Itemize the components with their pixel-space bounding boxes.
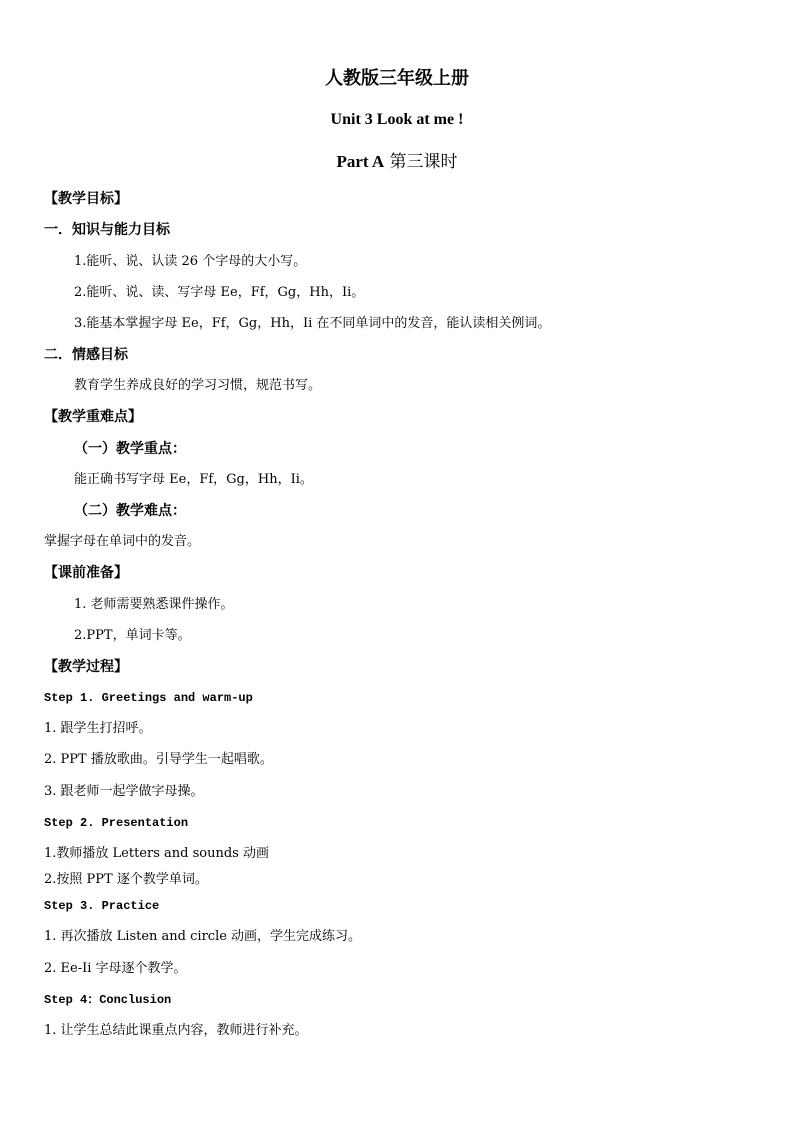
key-sub2-heading: （二）教学难点： [74, 503, 186, 519]
prep-item-2: 2.PPT，单词卡等。 [74, 628, 191, 643]
step2-item-2: 2.按照 PPT 逐个教学单词。 [44, 872, 208, 887]
step1-item-3: 3. 跟老师一起学做字母操。 [44, 784, 204, 799]
step3-heading: Step 3. Practice [44, 899, 160, 913]
step2-heading: Step 2. Presentation [44, 816, 189, 830]
goal1-item-1: 1.能听、说、认读 26 个字母的大小写。 [74, 254, 307, 269]
key-sub2-text: 掌握字母在单词中的发音。 [44, 534, 201, 549]
step4-heading: Step 4：Conclusion [44, 993, 172, 1007]
goals-heading: 【教学目标】 [44, 191, 128, 207]
key-sub1-text: 能正确书写字母 Ee，Ff，Gg，Hh，Ii。 [74, 472, 313, 487]
prep-heading: 【课前准备】 [44, 565, 128, 581]
doc-title: 人教版三年级上册 [325, 68, 469, 89]
step3-item-1: 1. 再次播放 Listen and circle 动画，学生完成练习。 [44, 929, 362, 944]
step2-item-1: 1.教师播放 Letters and sounds 动画 [44, 846, 269, 861]
goal2-heading: 二．情感目标 [44, 347, 128, 363]
step3-item-2: 2. Ee-Ii 字母逐个教学。 [44, 961, 187, 976]
step1-item-1: 1. 跟学生打招呼。 [44, 721, 152, 736]
step1-item-2: 2. PPT 播放歌曲。引导学生一起唱歌。 [44, 752, 273, 767]
unit-title: Unit 3 Look at me ! [330, 111, 464, 128]
prep-item-1: 1. 老师需要熟悉课件操作。 [74, 597, 234, 612]
part-title-en: Part A [336, 152, 385, 171]
part-title-zh: 第三课时 [384, 152, 458, 172]
goal2-item-1: 教育学生养成良好的学习习惯，规范书写。 [74, 378, 322, 393]
part-title [0, 153, 794, 171]
goal1-heading: 一．知识与能力目标 [44, 222, 170, 238]
keypoints-heading: 【教学重难点】 [44, 409, 142, 425]
step4-item-1: 1. 让学生总结此课重点内容，教师进行补充。 [44, 1023, 308, 1038]
key-sub1-heading: （一）教学重点： [74, 441, 186, 457]
process-heading: 【教学过程】 [44, 659, 128, 675]
step1-heading: Step 1. Greetings and warm-up [44, 691, 253, 705]
goal1-item-2: 2.能听、说、读、写字母 Ee，Ff，Gg，Hh，Ii。 [74, 285, 365, 300]
goal1-item-3: 3.能基本掌握字母 Ee，Ff，Gg，Hh，Ii 在不同单词中的发音，能认读相关例词。 [74, 316, 551, 331]
